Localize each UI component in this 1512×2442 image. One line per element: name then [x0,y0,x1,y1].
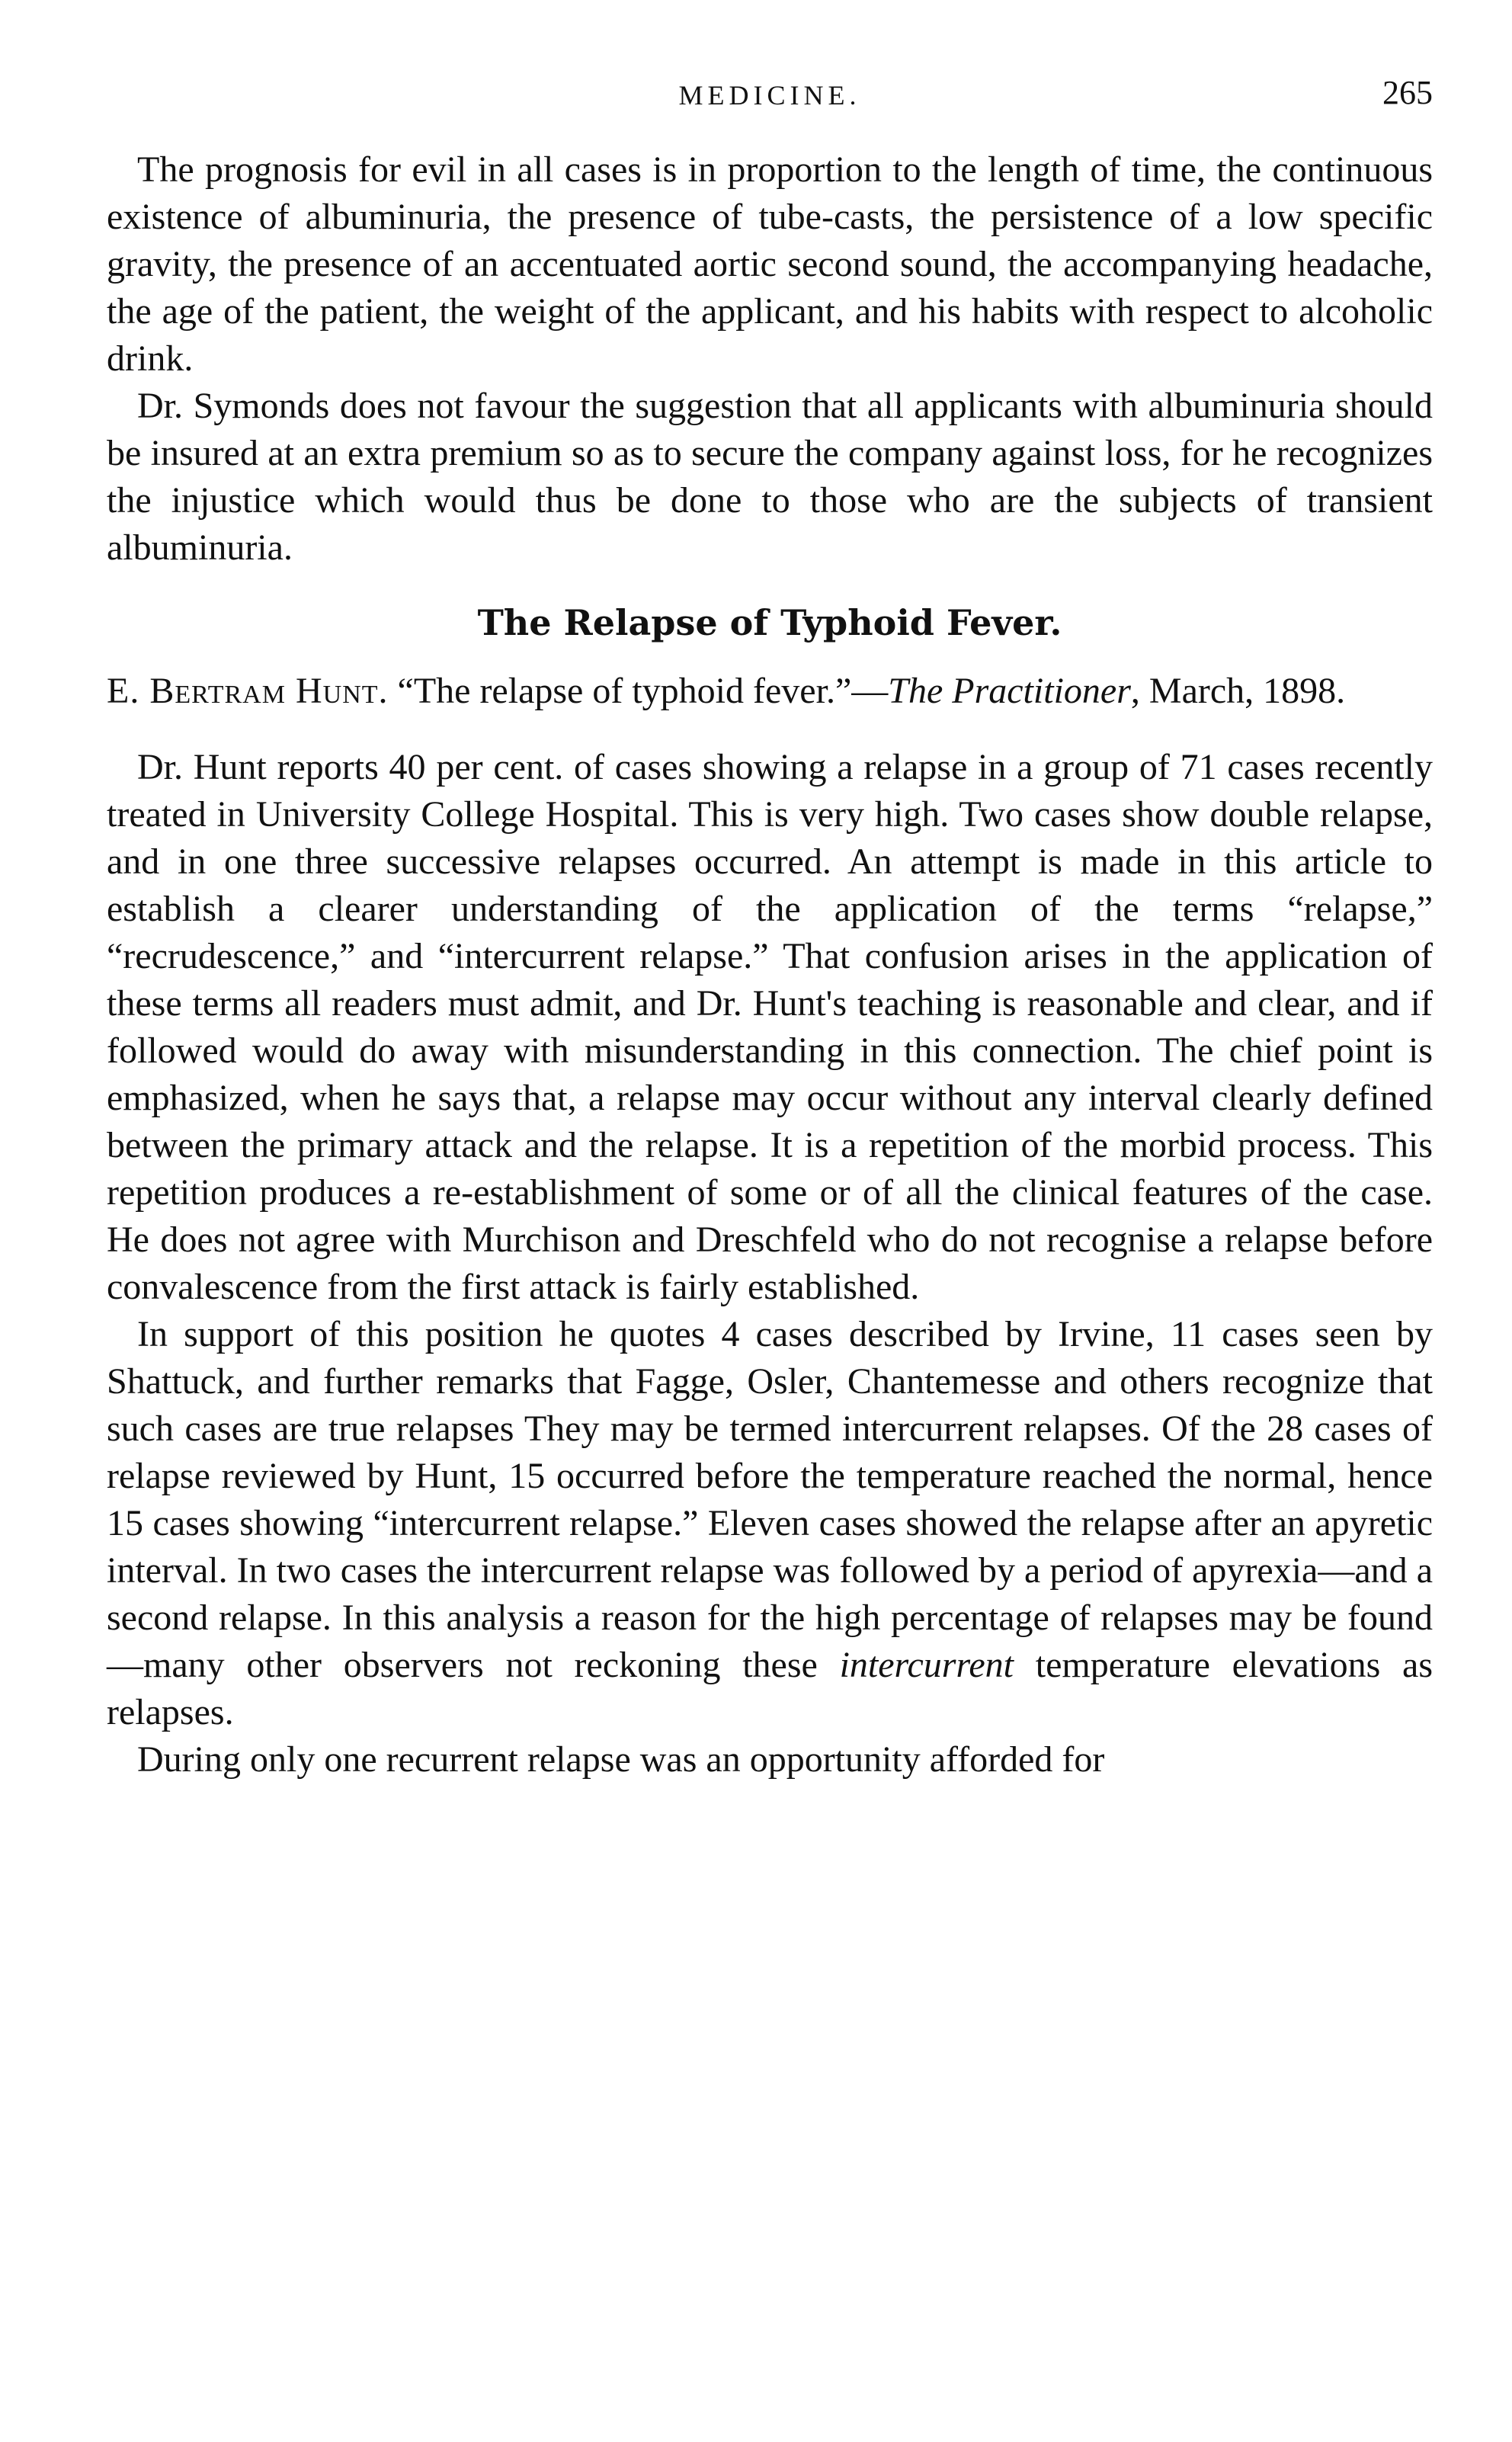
citation [107,668,1433,715]
citation-title: “The relapse of typhoid fever.”— [397,671,889,711]
body-paragraph: Dr. Hunt reports 40 per cent. of cases showing a relapse in a group of 71 cases recently treated in University College Hospital. This is very high. Two cases show double relapse, and in one three successive relapses occurred. An attempt is made in this article to establish a clearer understanding of the application of the terms “relapse,” “recrudescence,” and “intercurrent relapse.” That confusion arises in the application of these terms all readers must admit, and Dr. Hunt's teaching is reasonable and clear, and if followed would do away with misunderstanding in this connection. The chief point is emphasized, when he says that, a relapse may occur without any interval clearly defined between the primary attack and the relapse. It is a repetition of the morbid process. This repetition produces a re-establishment of some or of all the clinical features of the case. He does not agree with Murchison and Dreschfeld who do not recognise a relapse before convalescence from the first attack is fairly established. [107,747,1433,1307]
body-paragraph: The prognosis for evil in all cases is in proportion to the length of time, the continuous existence of albuminuria, the presence of tube-casts, the persistence of a low specific gravity, the presence of an accentuated aortic second sound, the accompanying headache, the age of the patient, the weight of the applicant, and his habits with respect to alcoholic drink. [107,149,1433,379]
italic-term: intercurrent [839,1645,1014,1685]
citation-author: E. Bertram Hunt. [107,671,389,711]
paragraph-tail: temperature elevations as relapses. [107,1645,1434,1732]
intro-paragraphs [107,146,1433,572]
page-number: 265 [1382,74,1433,111]
body-paragraph: Dr. Symonds does not favour the suggestion that all applicants with albuminuria should be insured at an extra premium so as to secure the company against loss, for he recognizes the injustice which would thus be done to those who are the subjects of transient albuminuria. [107,386,1433,568]
citation-journal: The Practitioner [888,671,1131,711]
document-page [107,70,1433,1783]
running-head [107,70,1433,123]
section-heading: The Relapse of Typhoid Fever. [477,602,1062,643]
body-paragraph [107,1311,1433,1736]
body-paragraph: During only one recurrent relapse was an opportunity afforded for [137,1739,1105,1780]
paragraph-text: In support of this position he quotes 4 cases described by Irvine, 11 cases seen by Shattuck, and further remarks that Fagge, Osler, Chantemesse and others recognize that such cases are true relapses They may be termed intercurrent relapses. Of the 28 cases of relapse reviewed by Hunt, 15 occurred before the temperature reached the normal, hence 15 cases showing “intercurrent relapse.” Eleven cases showed the relapse after an apyretic interval. In two cases the intercurrent relapse was followed by a period of apyrexia—and a second relapse. In this analysis a reason for the high percentage of relapses may be found—many other observers not reckoning these [107,1314,1433,1685]
running-title: MEDICINE. [678,80,861,111]
citation-date: , March, 1898. [1130,671,1346,711]
